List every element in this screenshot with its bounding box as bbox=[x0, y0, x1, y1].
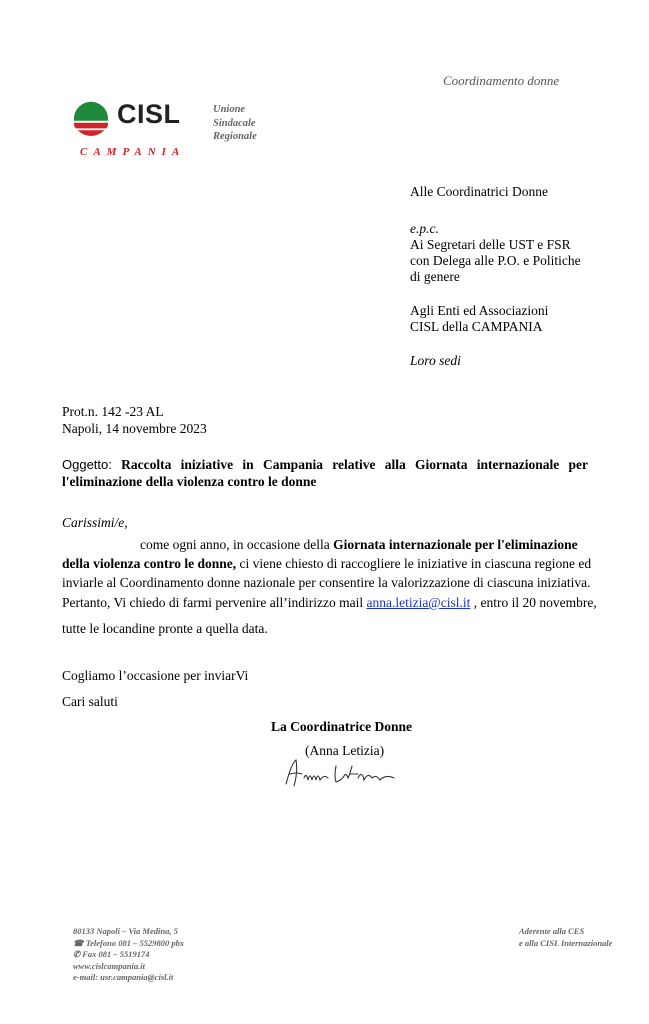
footer-address bbox=[73, 926, 184, 984]
signer-title: La Coordinatrice Donne bbox=[271, 719, 412, 734]
footer-line: e alla CISL Internazionale bbox=[519, 937, 613, 948]
logo-wordmark: CISL bbox=[117, 99, 181, 129]
epc-label: e.p.c. bbox=[410, 221, 439, 236]
body-bold-text: Giornata internazionale per l'eliminazione bbox=[333, 537, 578, 552]
protocol-number: Prot.n. 142 -23 AL bbox=[62, 404, 164, 419]
body-text: ci viene chiesto di raccogliere le iniziative in ciascuna regione ed bbox=[236, 556, 592, 571]
recipient-line: CISL della CAMPANIA bbox=[410, 319, 543, 334]
footer-affiliation bbox=[519, 926, 612, 949]
closing-line: Cari saluti bbox=[62, 694, 118, 709]
subject-label: Oggetto: bbox=[62, 457, 112, 472]
body-line bbox=[140, 537, 578, 553]
body-line: tutte le locandine pronte a quella data. bbox=[62, 621, 268, 636]
recipient-line: con Delega alle P.O. e Politiche bbox=[410, 253, 581, 268]
subject-line bbox=[62, 456, 588, 490]
protocol-block bbox=[62, 403, 207, 437]
subject-text: Raccolta iniziative in Campania relative alla Giornata internazionale per l'eliminazione della violenza contro le donne bbox=[62, 457, 589, 489]
loro-sedi: Loro sedi bbox=[410, 353, 461, 368]
body-line bbox=[62, 556, 591, 572]
recipient-line: di genere bbox=[410, 269, 460, 284]
footer-line: ☎ Telefono 081 – 5529800 pbx bbox=[73, 937, 185, 948]
body-text: , entro il 20 novembre, bbox=[470, 595, 597, 610]
handwritten-signature bbox=[282, 752, 402, 792]
body-text: Pertanto, Vi chiedo di farmi pervenire all’indirizzo mail bbox=[62, 595, 367, 610]
place-date: Napoli, 14 novembre 2023 bbox=[62, 421, 207, 436]
recipient-group bbox=[410, 237, 581, 285]
footer-line: Aderente alla CES bbox=[519, 926, 585, 936]
logo-region: CAMPANIA bbox=[80, 146, 186, 158]
body-bold-text: della violenza contro le donne, bbox=[62, 556, 237, 571]
union-line: Sindacale bbox=[213, 117, 256, 129]
footer-line: 80133 Napoli – Via Medina, 5 bbox=[73, 926, 178, 936]
closing-line: Cogliamo l’occasione per inviarVi bbox=[62, 668, 249, 683]
cisl-logo-icon bbox=[72, 98, 110, 136]
recipient-line: Ai Segretari delle UST e FSR bbox=[410, 237, 571, 252]
body-line bbox=[62, 595, 597, 611]
footer-line: www.cislcampania.it bbox=[73, 960, 145, 971]
recipient-line: Alle Coordinatrici Donne bbox=[410, 184, 548, 199]
signer-name: (Anna Letizia) bbox=[305, 743, 385, 758]
union-line: Unione bbox=[213, 104, 246, 115]
recipient-line: Agli Enti ed Associazioni bbox=[410, 303, 549, 318]
footer-line: e-mail: usr.campania@cisl.it bbox=[73, 972, 174, 982]
union-line: Regionale bbox=[213, 131, 257, 142]
body-text: come ogni anno, in occasione della bbox=[140, 537, 334, 552]
union-name bbox=[213, 103, 257, 144]
greeting: Carissimi/e, bbox=[62, 515, 128, 530]
department-header: Coordinamento donne bbox=[443, 73, 560, 88]
footer-line: ✆ Fax 081 – 5519174 bbox=[73, 949, 150, 959]
body-line: inviarle al Coordinamento donne nazionale per consentire la valorizzazione di ciascuna iniziativa. bbox=[62, 575, 591, 590]
recipient-group bbox=[410, 303, 548, 335]
email-link[interactable]: anna.letizia@cisl.it bbox=[366, 595, 471, 610]
